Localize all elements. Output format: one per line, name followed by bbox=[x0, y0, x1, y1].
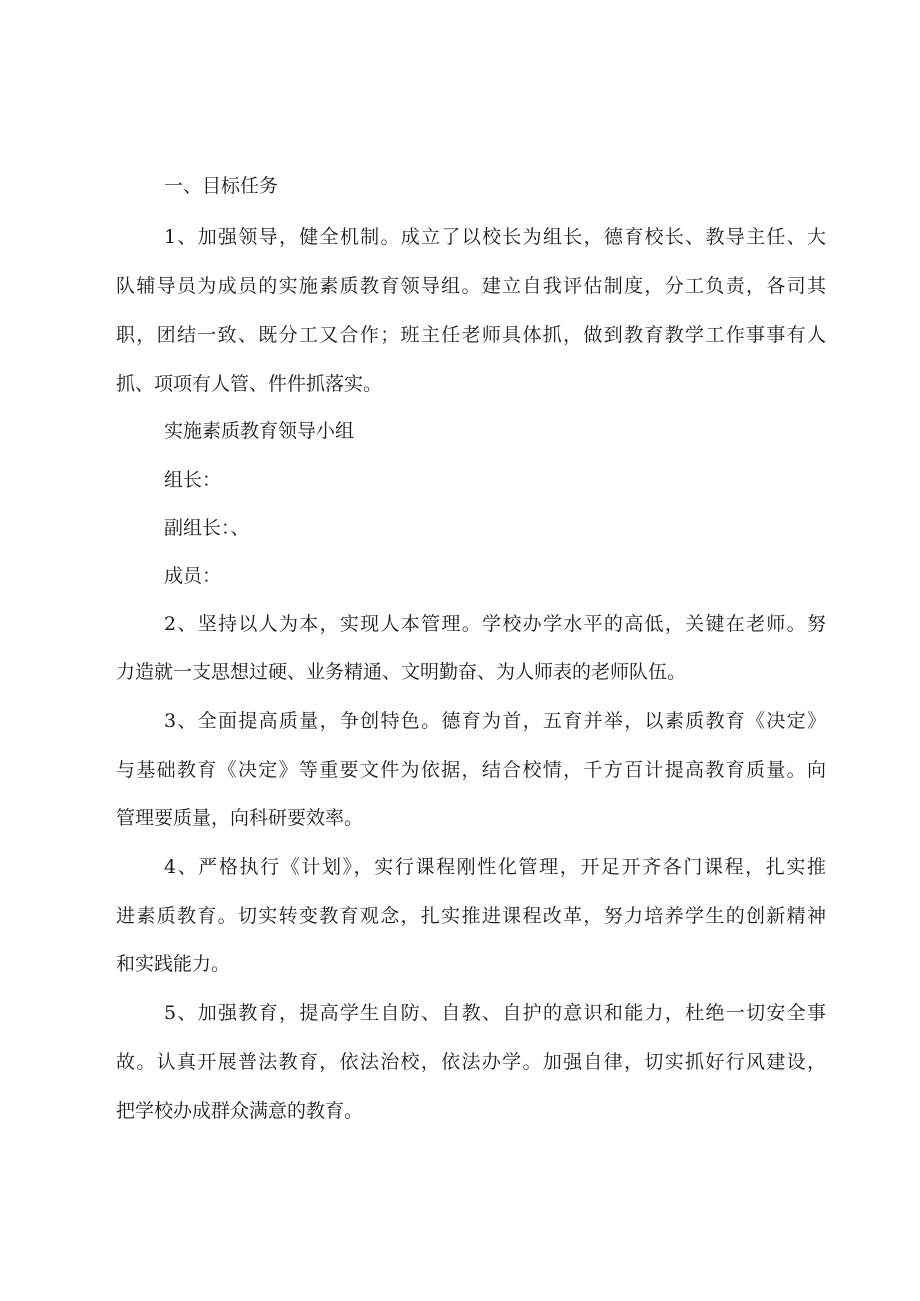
section-heading-line bbox=[0, 166, 920, 206]
item-4-line-3 bbox=[0, 944, 920, 984]
item-1-line-2 bbox=[0, 266, 920, 306]
group-members: 成员： bbox=[164, 565, 222, 587]
paragraph-5-text-3: 把学校办成群众满意的教育。 bbox=[116, 1100, 364, 1122]
paragraph-4-text-3: 和实践能力。 bbox=[116, 953, 231, 975]
item-5-line-2 bbox=[0, 1042, 920, 1082]
item-5-line-3 bbox=[0, 1091, 920, 1131]
paragraph-4-text-1: 4、严格执行《计划》，实行课程刚性化管理，开足开齐各门课程，扎实推 bbox=[164, 856, 826, 878]
group-deputy-line bbox=[0, 508, 920, 548]
paragraph-2-text-1: 2、坚持以人为本，实现人本管理。学校办学水平的高低，关键在老师。努 bbox=[164, 613, 826, 635]
paragraph-1-text-2: 队辅导员为成员的实施素质教育领导组。建立自我评估制度，分工负责，各司其 bbox=[116, 275, 826, 297]
item-1-line-3 bbox=[0, 315, 920, 355]
group-leader-line bbox=[0, 460, 920, 500]
item-5-line-1 bbox=[0, 993, 920, 1033]
item-4-line-2 bbox=[0, 896, 920, 936]
group-leader: 组长： bbox=[164, 469, 222, 491]
paragraph-3-text-1: 3、全面提高质量，争创特色。德育为首，五育并举，以素质教育《决定》 bbox=[164, 710, 826, 732]
group-title: 实施素质教育领导小组 bbox=[164, 420, 355, 442]
item-3-line-1 bbox=[0, 701, 920, 741]
paragraph-4-text-2: 进素质教育。切实转变教育观念，扎实推进课程改革，努力培养学生的创新精神 bbox=[116, 905, 826, 927]
group-deputy: 副组长：、 bbox=[164, 517, 250, 539]
paragraph-1-text-4: 抓、项项有人管、件件抓落实。 bbox=[116, 373, 383, 395]
section-heading: 一、目标任务 bbox=[164, 175, 279, 197]
paragraph-5-text-2: 故。认真开展普法教育，依法治校，依法办学。加强自律，切实抓好行风建设， bbox=[116, 1051, 826, 1073]
item-3-line-2 bbox=[0, 750, 920, 790]
item-1-line-4 bbox=[0, 364, 920, 404]
item-3-line-3 bbox=[0, 798, 920, 838]
paragraph-2-text-2: 力造就一支思想过硬、业务精通、文明勤奋、为人师表的老师队伍。 bbox=[116, 661, 687, 683]
item-1-line-1 bbox=[0, 217, 920, 257]
item-4-line-1 bbox=[0, 847, 920, 887]
group-members-line bbox=[0, 556, 920, 596]
group-title-line bbox=[0, 411, 920, 451]
paragraph-3-text-2: 与基础教育《决定》等重要文件为依据，结合校情，千方百计提高教育质量。向 bbox=[116, 759, 826, 781]
paragraph-3-text-3: 管理要质量，向科研要效率。 bbox=[116, 807, 364, 829]
paragraph-1-text-3: 职，团结一致、既分工又合作；班主任老师具体抓，做到教育教学工作事事有人 bbox=[116, 324, 826, 346]
item-2-line-2 bbox=[0, 652, 920, 692]
paragraph-1-text-1: 1、加强领导，健全机制。成立了以校长为组长，德育校长、教导主任、大 bbox=[164, 226, 826, 248]
item-2-line-1 bbox=[0, 604, 920, 644]
paragraph-5-text-1: 5、加强教育，提高学生自防、自教、自护的意识和能力，杜绝一切安全事 bbox=[164, 1002, 826, 1024]
